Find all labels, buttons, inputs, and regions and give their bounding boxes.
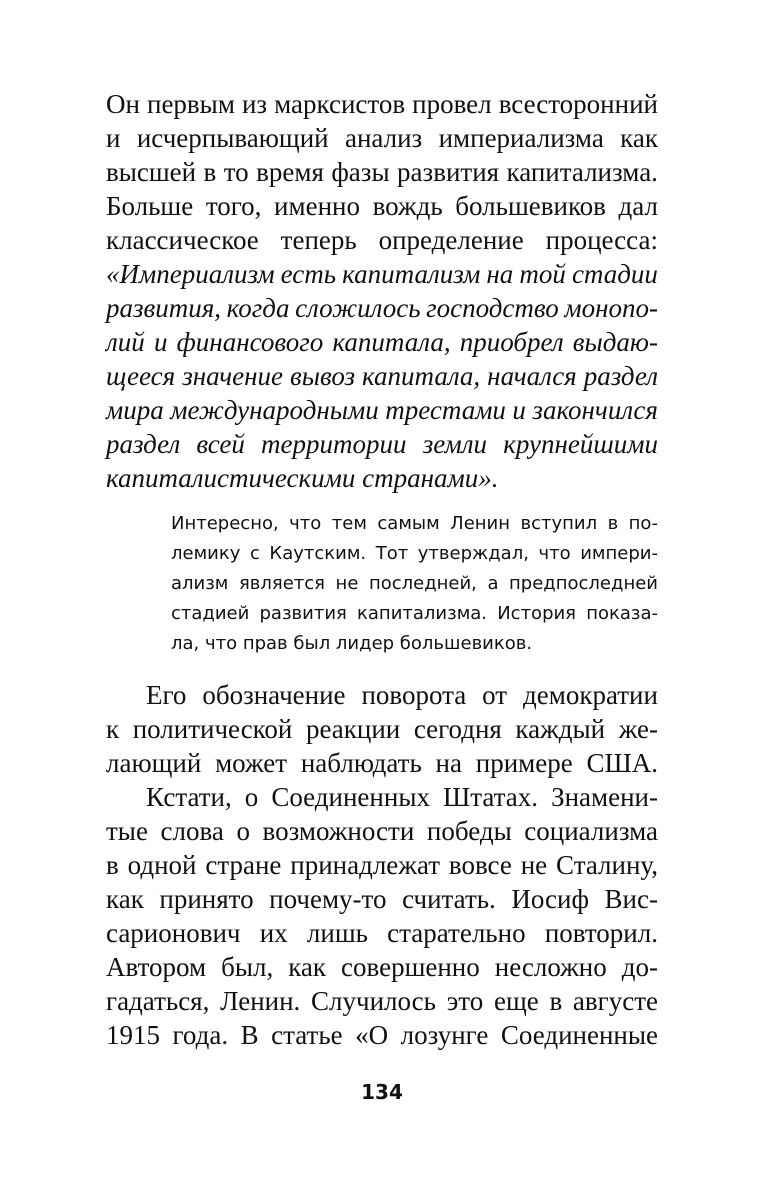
text-line: Автором был, как совершенно несложно до-: [106, 952, 658, 982]
text-line: и исчерпывающий анализ империализма как: [106, 123, 658, 153]
text-line: Он первым из марксистов провел всесторонний: [106, 89, 658, 119]
quote-line: лий и финансового капитала, приобрел выдаю-: [106, 327, 658, 357]
text-line: высшей в то время фазы развития капитализма.: [106, 157, 658, 187]
quote-line: щееся значение вывоз капитала, начался раздел: [106, 361, 658, 391]
page-number: 134: [361, 1080, 403, 1104]
sidenote-line: лемику с Каутским. Тот утверждал, что импери-: [171, 543, 658, 564]
text-line: к политической реакции сегодня каждый же-: [106, 714, 658, 744]
sidenote-line: стадией развития капитализма. История показа-: [171, 603, 658, 624]
sidenote-line: ла, что прав был лидер большевиков.: [171, 633, 533, 654]
text-line: тые слова о возможности победы социализма: [106, 816, 658, 846]
text-line: сарионович их лишь старательно повторил.: [106, 918, 658, 948]
text-line: как принято почему-то считать. Иосиф Вис-: [106, 884, 658, 914]
text-line: 1915 года. В статье «О лозунге Соединенные: [106, 1020, 658, 1050]
quote-line: раздел всей территории земли крупнейшими: [106, 429, 658, 459]
sidenote-line: ализм является не последней, а предпоследней: [171, 573, 658, 594]
sidenote-line: Интересно, что тем самым Ленин вступил в по-: [171, 513, 658, 534]
quote-line: «Империализм есть капитализм на той стадии: [106, 259, 658, 289]
quote-line: капиталистическими странами».: [106, 463, 499, 493]
quote-line: развития, когда сложилось господство монопо-: [106, 293, 658, 323]
text-line: Больше того, именно вождь большевиков дал: [106, 191, 658, 221]
text-line: гадаться, Ленин. Случилось это еще в августе: [106, 986, 658, 1016]
text-line: классическое теперь определение процесса:: [106, 225, 658, 255]
quote-line: мира международными трестами и закончился: [106, 395, 658, 425]
text-line: лающий может наблюдать на примере США.: [106, 748, 658, 778]
text-line: в одной стране принадлежат вовсе не Сталину,: [106, 850, 658, 880]
text-line: Его обозначение поворота от демократии: [146, 680, 658, 710]
text-line: Кстати, о Соединенных Штатах. Знамени-: [146, 782, 658, 812]
